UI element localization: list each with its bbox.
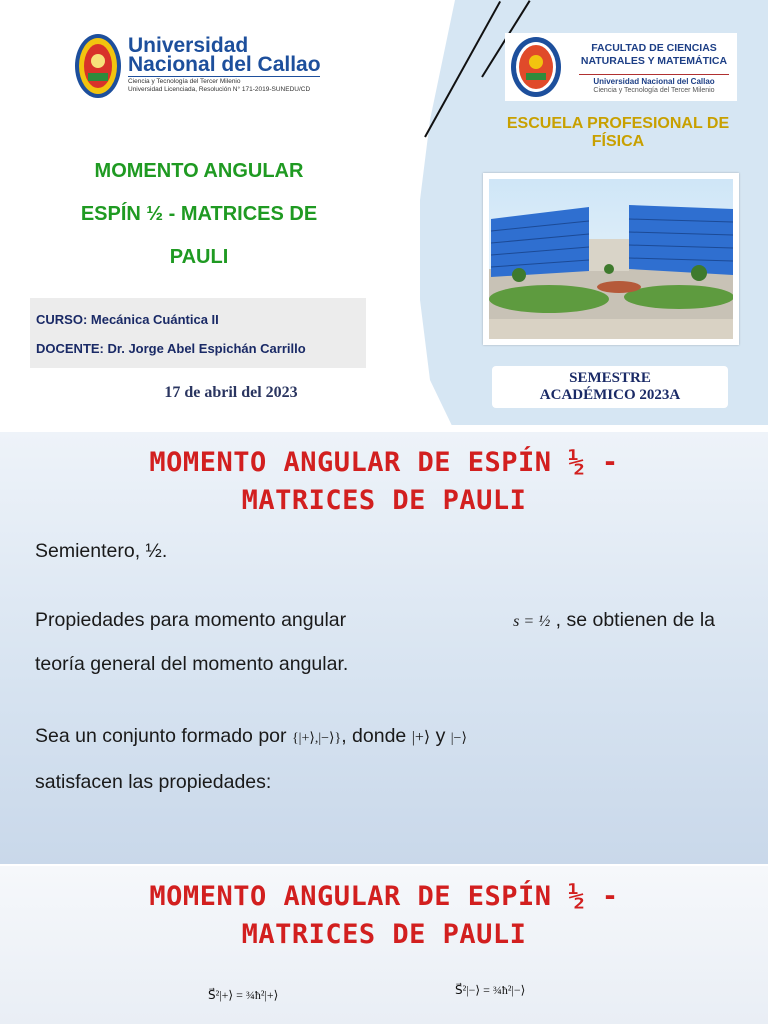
- university-divider: [128, 76, 320, 77]
- basis-set-math: {|+⟩,|−⟩}: [291, 731, 342, 746]
- school-name-line2: FÍSICA: [591, 133, 645, 150]
- school-name: [478, 115, 758, 151]
- slide-title-line1: MOMENTO ANGULAR DE ESPÍN ½ -: [149, 881, 619, 912]
- cover-slide: [0, 0, 768, 432]
- faculty-divider: [579, 74, 729, 75]
- university-subtitle-line2: Universidad Licenciada, Resolución N° 171-2019-SUNEDU/CD: [128, 86, 311, 93]
- campus-photo-frame: [483, 173, 739, 345]
- slide-title-line2: MATRICES DE PAULI: [241, 919, 527, 950]
- paragraph-teoria: teoría general del momento angular.: [35, 653, 349, 675]
- slide-title-line2: MATRICES DE PAULI: [241, 485, 527, 516]
- paragraph-propiedades: [35, 609, 715, 633]
- slide-title: [0, 878, 768, 954]
- university-seal-logo: [74, 33, 122, 99]
- faculty-header-box: [505, 33, 737, 101]
- ket-plus-math: |+⟩: [411, 729, 431, 746]
- faculty-title-line1: FACULTAD DE CIENCIAS: [591, 42, 717, 54]
- content-slide-1: [0, 432, 768, 864]
- campus-photo: [489, 179, 733, 339]
- university-subtitle: [128, 78, 310, 94]
- cover-title-line2: ESPÍN ½ - MATRICES DE: [80, 203, 318, 225]
- course-info-box: [30, 298, 366, 368]
- semester-badge: [492, 366, 728, 408]
- paragraph-conjunto-y: y: [435, 725, 446, 747]
- course-name: CURSO: Mecánica Cuántica II: [36, 312, 219, 327]
- content-slide-2: [0, 866, 768, 1024]
- spin-squared-minus-formula: S⃗²|−⟩ = ¾ħ²|−⟩: [455, 983, 526, 997]
- semester-line1: SEMESTRE: [569, 370, 651, 386]
- cover-title-line3: PAULI: [169, 246, 229, 268]
- university-name-line2: Nacional del Callao: [128, 53, 321, 76]
- faculty-title: [575, 42, 733, 68]
- paragraph-conjunto-text-b: , donde: [341, 725, 407, 747]
- semester-line2: ACADÉMICO 2023A: [539, 387, 681, 403]
- spin-value-math: s = ½: [513, 613, 551, 630]
- instructor-name: DOCENTE: Dr. Jorge Abel Espichán Carrillo: [36, 341, 306, 356]
- ket-minus-math: |−⟩: [450, 731, 467, 746]
- university-subtitle-line1: Ciencia y Tecnología del Tercer Milenio: [128, 78, 241, 85]
- paragraph-satisfacen: satisfacen las propiedades:: [35, 771, 272, 793]
- cover-title: [40, 150, 358, 279]
- cover-title-line1: MOMENTO ANGULAR: [94, 160, 304, 182]
- university-name-line1: Universidad: [128, 34, 249, 57]
- paragraph-propiedades-text-b: , se obtienen de la: [555, 609, 715, 631]
- paragraph-propiedades-text-a: Propiedades para momento angular: [35, 609, 347, 631]
- slide-title-line1: MOMENTO ANGULAR DE ESPÍN ½ -: [149, 447, 619, 478]
- slide-title: [0, 444, 768, 520]
- faculty-title-line2: NATURALES Y MATEMÁTICA: [580, 55, 728, 67]
- university-name: [128, 36, 321, 74]
- paragraph-conjunto-text-a: Sea un conjunto formado por: [35, 725, 287, 747]
- faculty-subtitle-line2: Ciencia y Tecnología del Tercer Milenio: [593, 87, 715, 94]
- faculty-seal-logo: [509, 35, 563, 99]
- faculty-subtitle-line1: Universidad Nacional del Callao: [593, 77, 715, 86]
- school-name-line1: ESCUELA PROFESIONAL DE: [506, 115, 730, 132]
- presentation-date: 17 de abril del 2023: [164, 384, 298, 401]
- paragraph-semientero: Semientero, ½.: [35, 540, 168, 562]
- spin-squared-plus-formula: S⃗²|+⟩ = ¾ħ²|+⟩: [208, 988, 279, 1002]
- paragraph-conjunto: [35, 725, 725, 750]
